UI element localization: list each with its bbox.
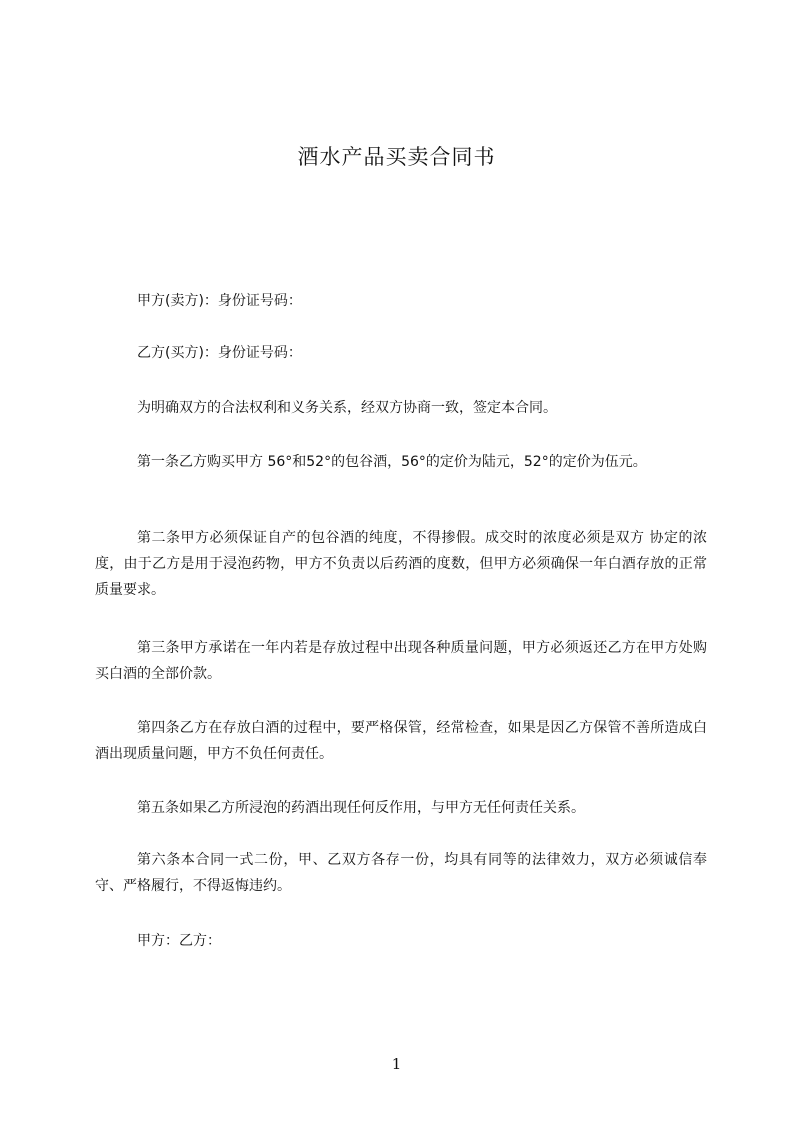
page-number: 1 (391, 1055, 402, 1073)
article-4: 第四条乙方在存放白酒的过程中，要严格保管，经常检查，如果是因乙方保管不善所造成白酒出现质量问题，甲方不负任何责任。 (95, 720, 707, 762)
article-5: 第五条如果乙方所浸泡的药酒出现任何反作用，与甲方无任何责任关系。 (137, 800, 585, 816)
article-3: 第三条甲方承诺在一年内若是存放过程中出现各种质量问题，甲方必须返还乙方在甲方处购买白酒的全部价款。 (95, 640, 707, 682)
signature-line: 甲方：乙方： (137, 933, 221, 949)
article-2: 第二条甲方必须保证自产的包谷酒的纯度，不得掺假。成交时的浓度必须是双方 协定的浓度，由于乙方是用于浸泡药物，甲方不负责以后药酒的度数，但甲方必须确保一年白酒存放的正常质量要求。 (95, 530, 707, 598)
party-a-line: 甲方(卖方)：身份证号码： (137, 293, 302, 309)
article-1: 第一条乙方购买甲方 56°和52°的包谷酒，56°的定价为陆元，52°的定价为伍元。 (137, 454, 647, 470)
article-6: 第六条本合同一式二份，甲、乙双方各存一份，均具有同等的法律效力，双方必须诚信奉守、严格履行，不得返悔违约。 (95, 852, 707, 894)
party-b-line: 乙方(买方)：身份证号码： (137, 345, 302, 361)
document-title: 酒水产品买卖合同书 (297, 145, 496, 169)
preamble: 为明确双方的合法权利和义务关系，经双方协商一致，签定本合同。 (137, 400, 557, 416)
